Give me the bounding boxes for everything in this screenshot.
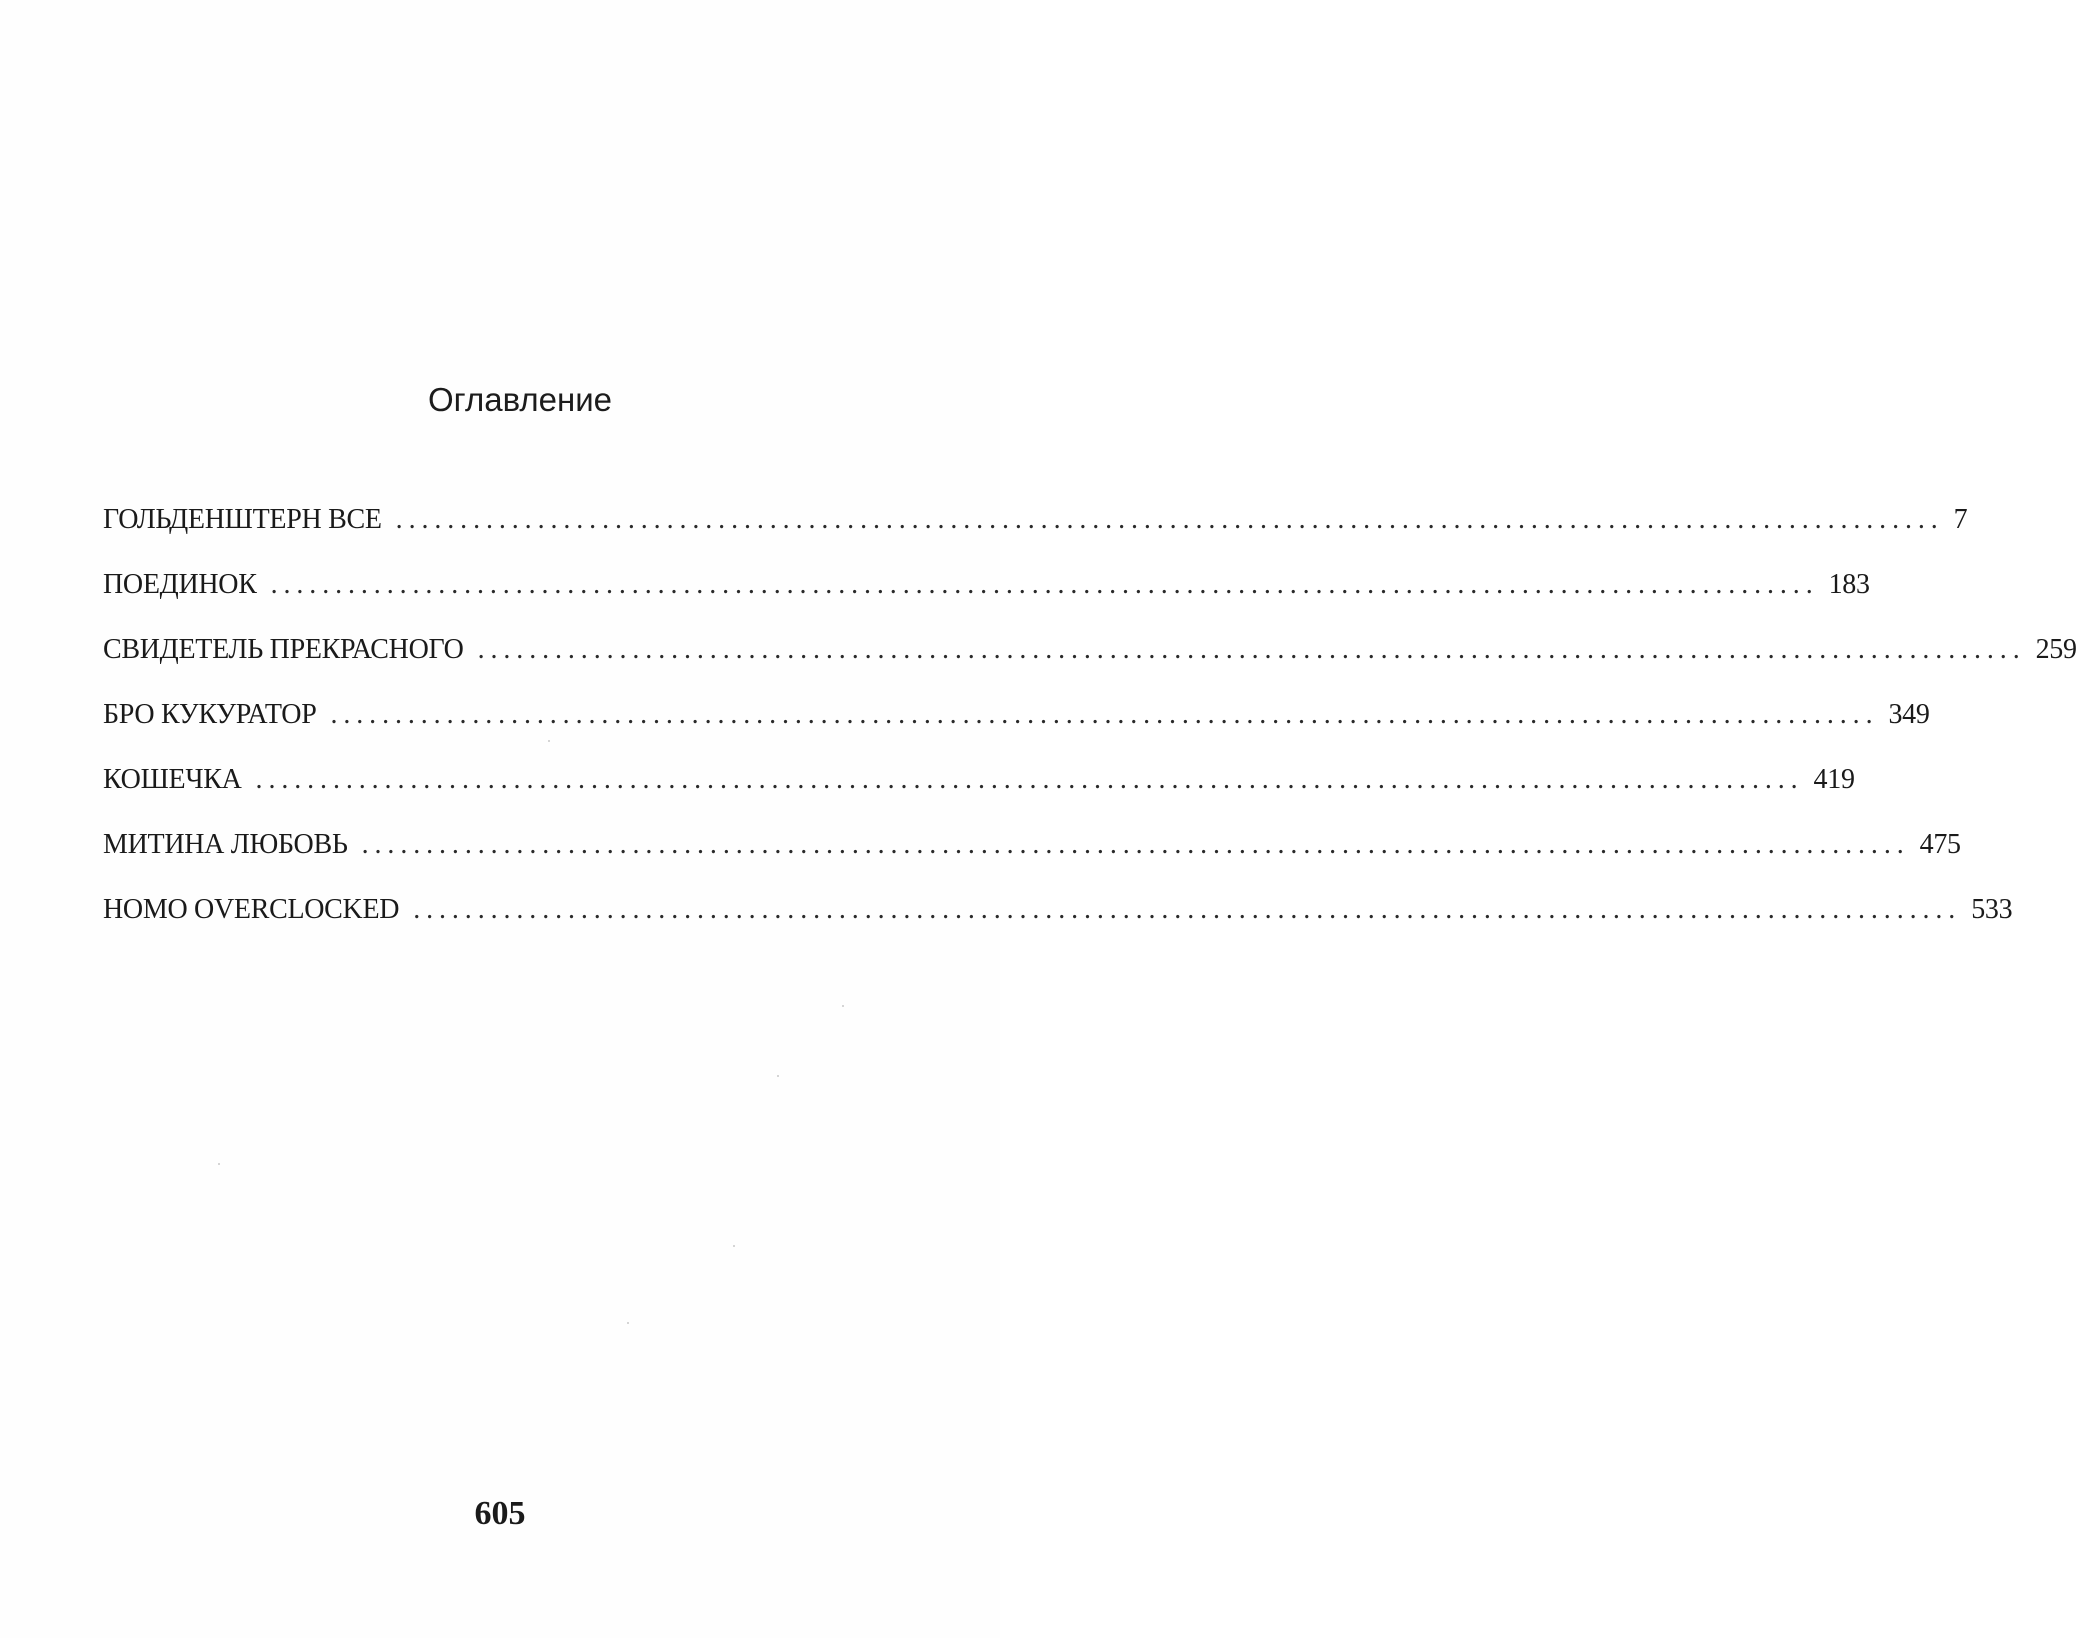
contents-heading: Оглавление — [428, 381, 612, 418]
toc-entry-page: 7 — [1953, 504, 1968, 535]
dot-leader: ........................................................................................................................ — [477, 634, 2026, 665]
toc-entry-page: 475 — [1919, 829, 1961, 860]
paper-speck — [627, 1322, 629, 1324]
paper-speck — [842, 1005, 844, 1007]
toc-entry-title: МИТИНА ЛЮБОВЬ — [103, 829, 348, 860]
page-number: 605 — [474, 1495, 526, 1532]
paper-speck — [218, 1163, 220, 1165]
toc-entry — [103, 825, 1961, 890]
dot-leader: ........................................................................................................................ — [330, 699, 1879, 730]
toc-entry — [103, 890, 2013, 955]
toc-entry-page: 419 — [1813, 764, 1855, 795]
toc-entry-page: 533 — [1971, 894, 2013, 925]
paper-speck — [733, 1245, 735, 1247]
dot-leader: ........................................................................................................................ — [413, 894, 1962, 925]
toc-entry — [103, 695, 1930, 760]
dot-leader: ........................................................................................................................ — [361, 829, 1910, 860]
toc-entry-title: ГОЛЬДЕНШТЕРН ВСЕ — [103, 504, 382, 535]
toc-entry — [103, 630, 2077, 695]
dot-leader: ........................................................................................................................ — [255, 764, 1804, 795]
dot-leader: ........................................................................................................................ — [395, 504, 1944, 535]
paper-speck — [777, 1075, 779, 1077]
dot-leader: ........................................................................................................................ — [270, 569, 1819, 600]
toc-entry-title: HOMO OVERCLOCKED — [103, 894, 400, 925]
toc-entry-title: ПОЕДИНОК — [103, 569, 257, 600]
toc-entry — [103, 500, 1968, 565]
toc-entry-title: КОШЕЧКА — [103, 764, 242, 795]
toc-entry — [103, 760, 1855, 825]
paper-speck — [548, 740, 550, 742]
toc-entry-page: 259 — [2035, 634, 2077, 665]
table-of-contents — [103, 500, 2077, 955]
toc-entry — [103, 565, 1870, 630]
toc-entry-title: БРО КУКУРАТОР — [103, 699, 317, 730]
toc-entry-title: СВИДЕТЕЛЬ ПРЕКРАСНОГО — [103, 634, 464, 665]
toc-entry-page: 349 — [1888, 699, 1930, 730]
toc-entry-page: 183 — [1828, 569, 1870, 600]
